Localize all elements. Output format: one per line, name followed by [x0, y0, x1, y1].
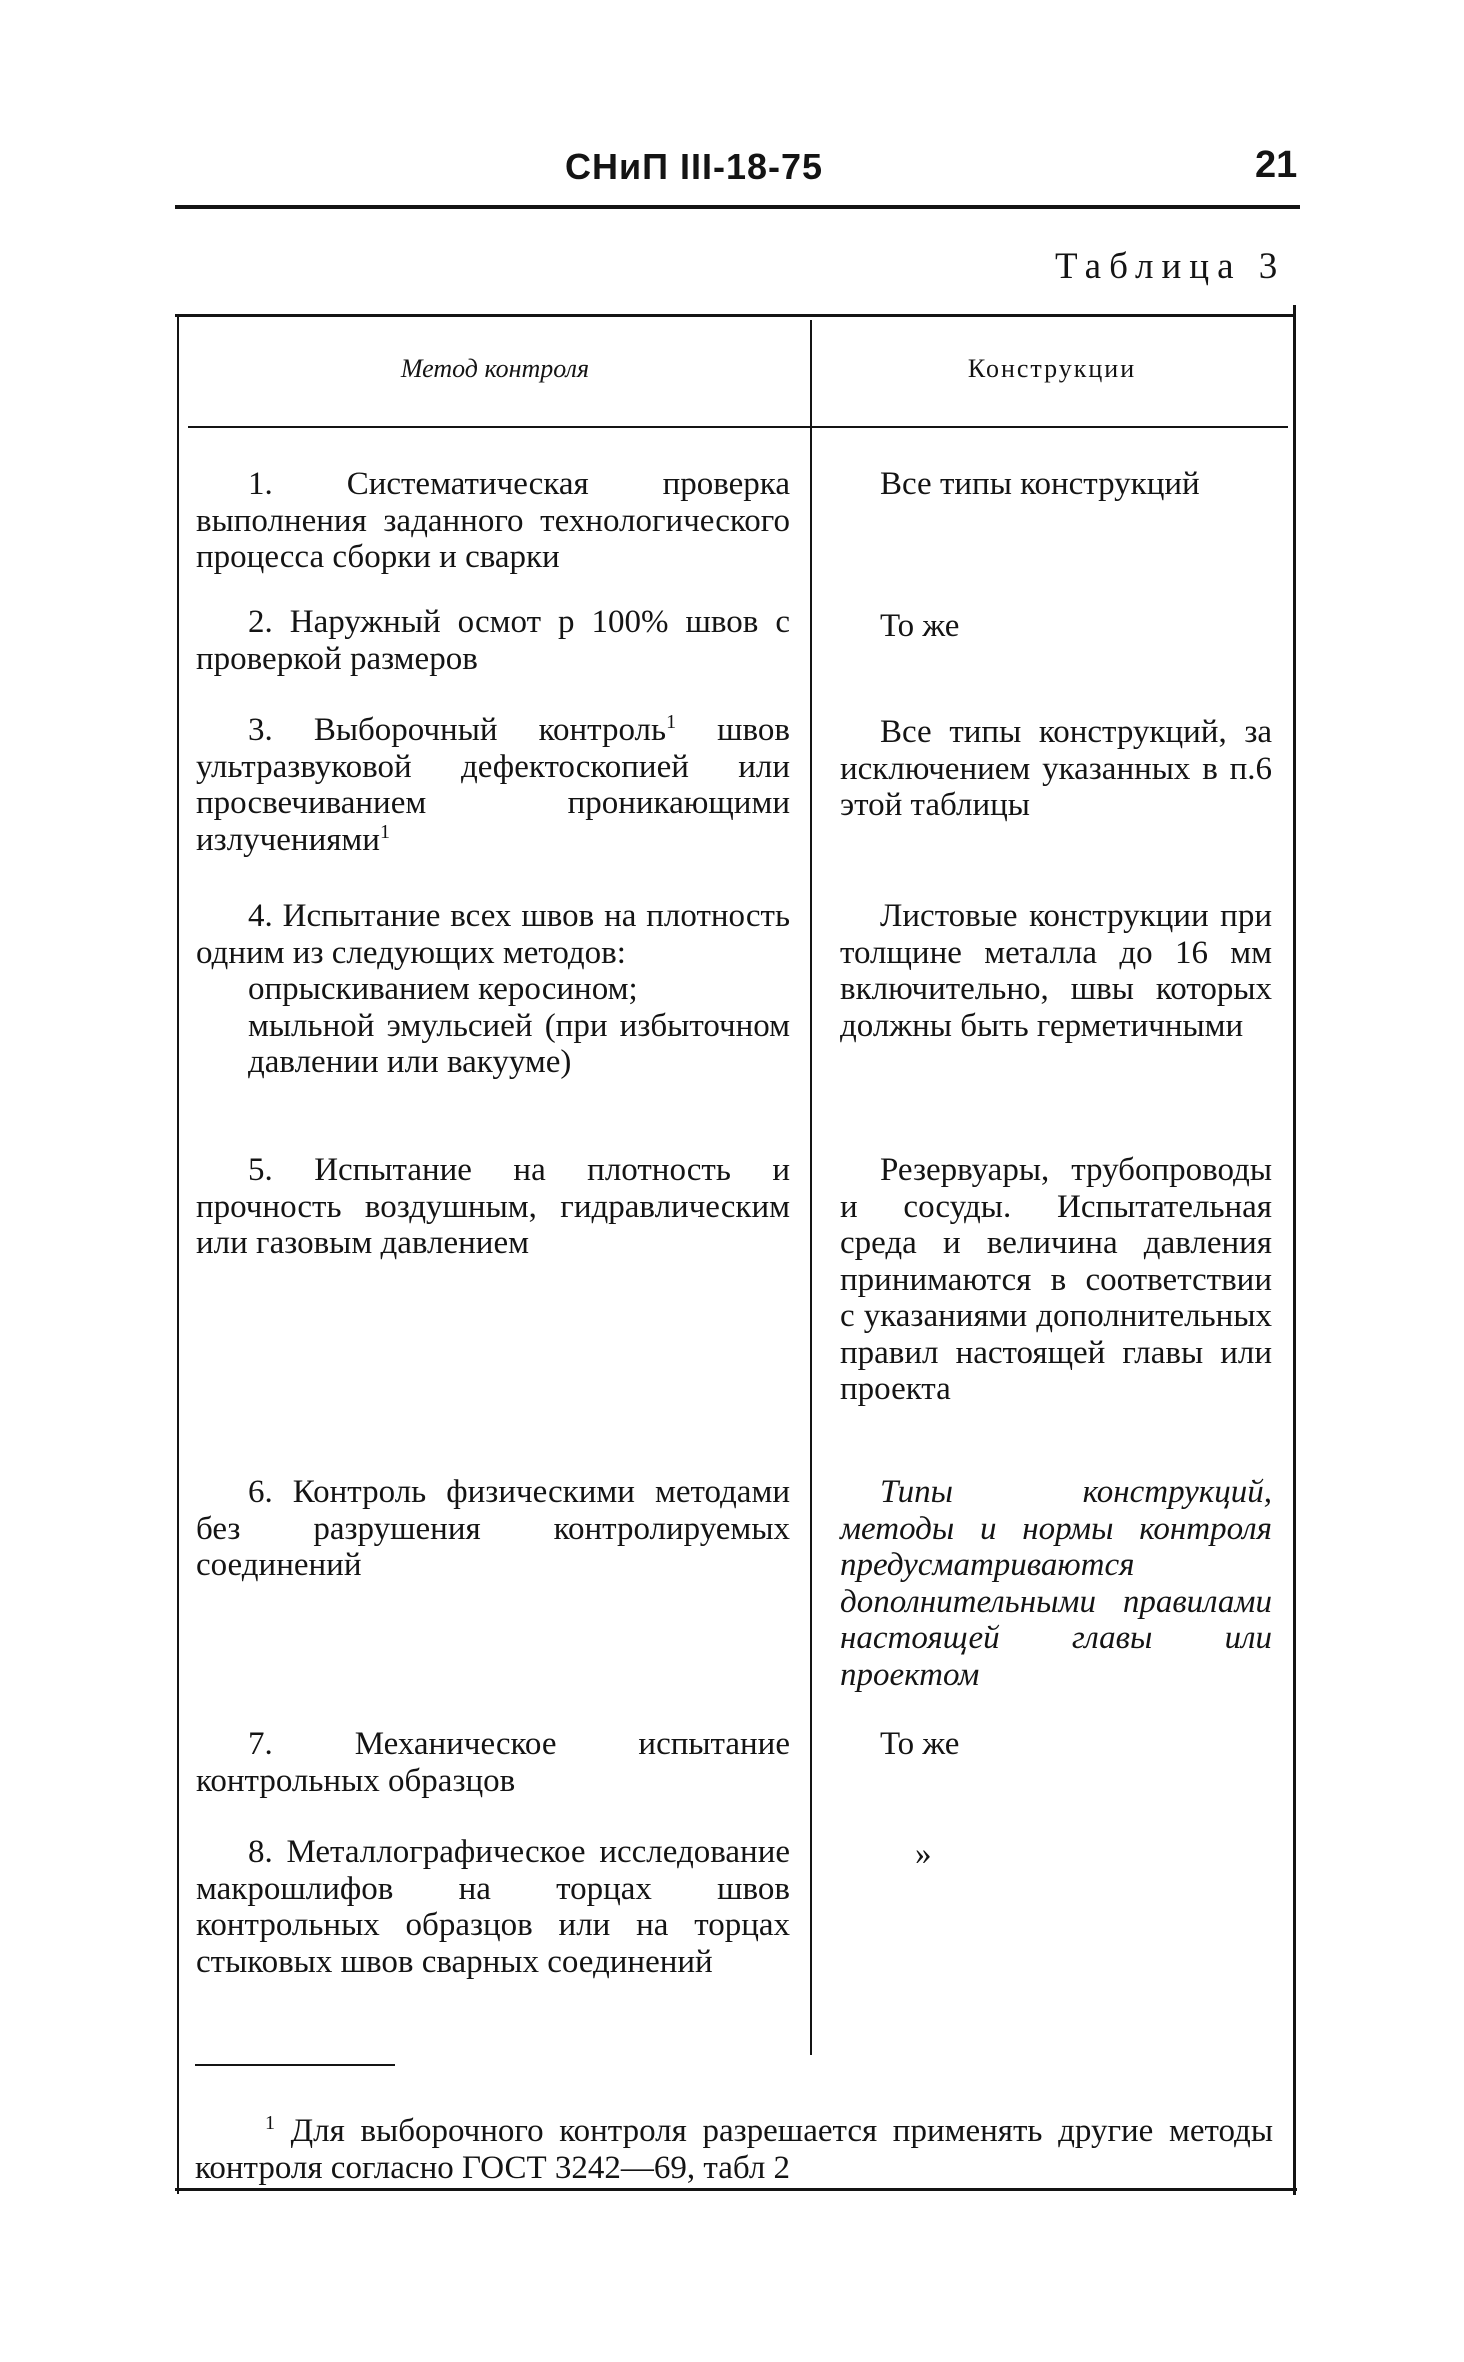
- table-left-border: [177, 314, 179, 2194]
- table-row-4-method: [196, 898, 790, 1081]
- table-row-8-construction: »: [915, 1836, 932, 1872]
- table-row-6-method: 6. Контроль физическими методами без разрушения контролируемых соединений: [196, 1474, 790, 1583]
- table-row-7-method: 7. Механическое испытание контрольных образцов: [196, 1726, 790, 1799]
- table-row-5-construction: Резервуары, трубопроводы и сосуды. Испытательная среда и величина давления принимаются в соответствии с указаниями дополнительных правил настоящей главы или проекта: [840, 1152, 1272, 1407]
- column-divider: [810, 320, 812, 2055]
- column-header-method: Метод контроля: [400, 354, 590, 383]
- footnote-rule: [195, 2064, 395, 2066]
- header-rule: [175, 205, 1300, 209]
- table-row-4-method-sub-2: мыльной эмульсией (при избыточном давлении или вакууме): [248, 1007, 790, 1080]
- table-row-3-method-rest: швов ультразвуковой дефектоскопией или просвечиванием проникающими излучениями: [196, 712, 790, 858]
- table-row-8-method: 8. Металлографическое исследование макрошлифов на торцах швов контрольных образцов или на торцах стыковых швов сварных соединений: [196, 1834, 790, 1980]
- column-header-construction: Конструкции: [967, 354, 1137, 383]
- header-bottom-rule: [188, 426, 1288, 428]
- table-row-1-method: 1. Систематическая проверка выполнения заданного технологического процесса сборки и сварки: [196, 466, 790, 575]
- table-row-2-construction: То же: [880, 608, 960, 644]
- table-row-3-construction: Все типы конструкций, за исключением указанных в п.6 этой таблицы: [840, 714, 1272, 823]
- table-row-7-construction: То же: [880, 1726, 960, 1762]
- footnote-mark: 1: [265, 2112, 275, 2134]
- table-row-3-method-main: 3. Выборочный контроль: [248, 712, 667, 748]
- table-row-1-construction: Все типы конструкций: [880, 466, 1200, 502]
- table-row-3-method: [196, 712, 790, 858]
- table-row-5-method: 5. Испытание на плотность и прочность воздушным, гидравлическим или газовым давлением: [196, 1152, 790, 1261]
- table-top-rule: [175, 314, 1295, 317]
- table-caption: Таблица 3: [1055, 246, 1286, 287]
- footnote-mark: 1: [666, 711, 677, 733]
- table-row-4-method-main: 4. Испытание всех швов на плотность одним из следующих методов:: [196, 898, 790, 971]
- table-right-border: [1293, 305, 1296, 2195]
- table-row-6-construction: Типы конструкций, методы и нормы контроля предусматриваются дополнительными правилами настоящей главы или проектом: [840, 1474, 1272, 1693]
- document-code: СНиП III-18-75: [565, 146, 824, 187]
- table-bottom-rule: [175, 2188, 1297, 2191]
- footnote-mark: 1: [379, 820, 390, 843]
- page-number: 21: [1255, 144, 1298, 186]
- table-row-4-construction: Листовые конструкции при толщине металла до 16 мм включительно, швы которых должны быть герметичными: [840, 898, 1272, 1044]
- table-row-2-method: 2. Наружный осмот р 100% швов с проверкой размеров: [196, 604, 790, 677]
- footnote-text: Для выборочного контроля разрешается применять другие методы контроля согласно ГОСТ 3242—69, табл 2: [195, 2113, 1273, 2186]
- footnote: [195, 2113, 1273, 2187]
- table-row-4-method-sub-1: опрыскиванием керосином;: [248, 971, 638, 1007]
